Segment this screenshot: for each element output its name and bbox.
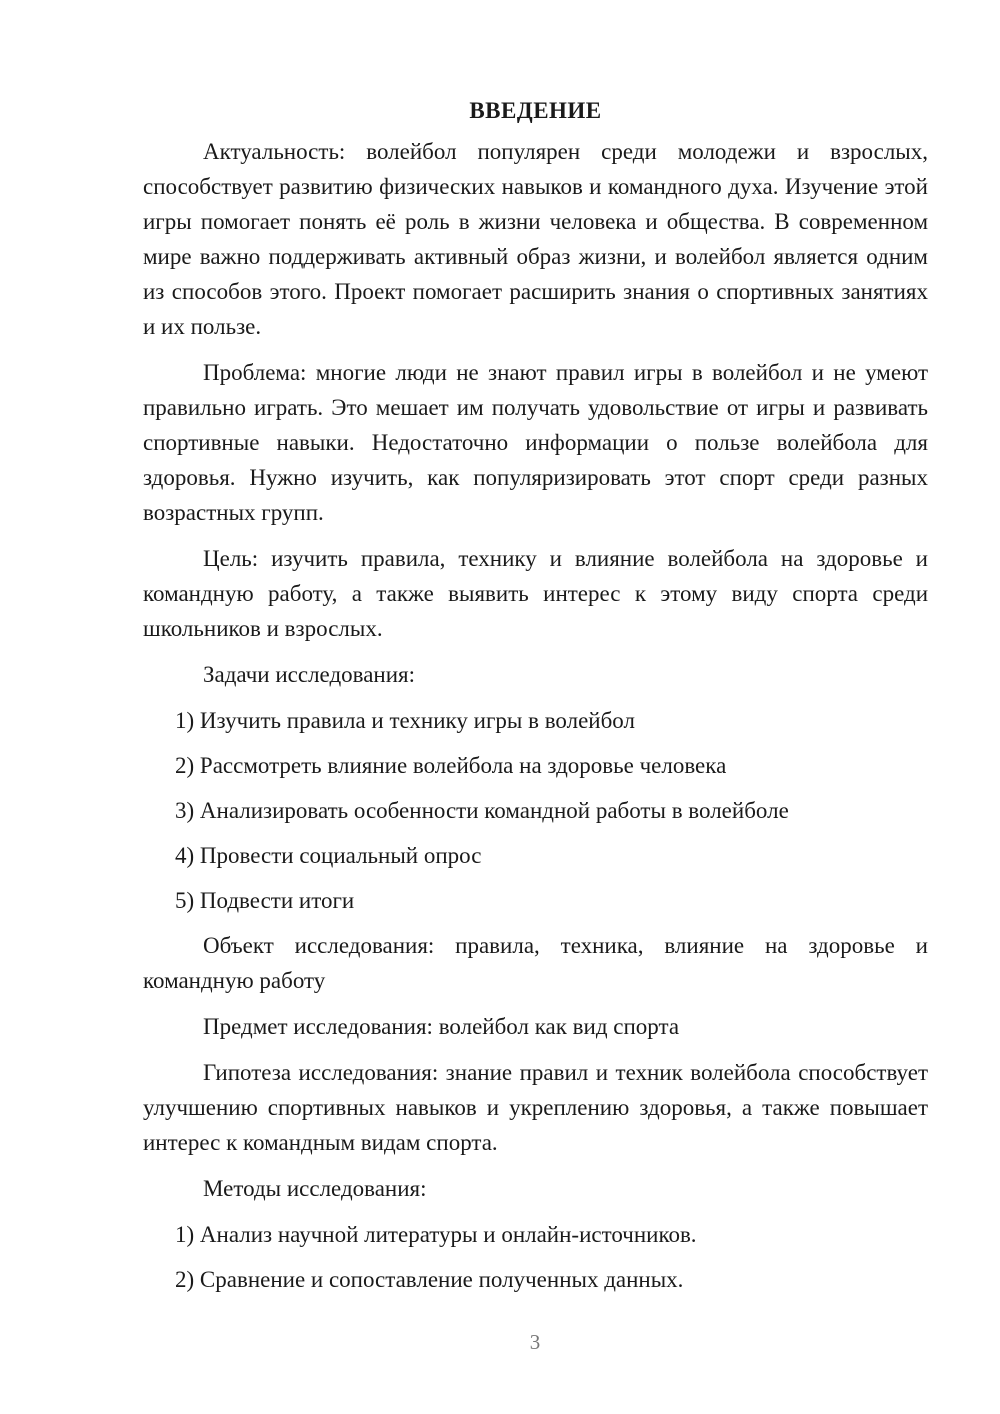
list-item: 2) Сравнение и сопоставление полученных данных. bbox=[175, 1267, 684, 1292]
list-item: 4) Провести социальный опрос bbox=[175, 843, 482, 868]
page-title: ВВЕДЕНИЕ bbox=[469, 98, 602, 123]
object-paragraph: Объект исследования: правила, техника, влияние на здоровье и командную работу bbox=[143, 933, 928, 993]
tasks-list bbox=[143, 703, 928, 918]
subject-paragraph: Предмет исследования: волейбол как вид спорта bbox=[203, 1014, 680, 1039]
list-item: 5) Подвести итоги bbox=[175, 888, 355, 913]
goal-paragraph: Цель: изучить правила, технику и влияние волейбола на здоровье и командную работу, а также выявить интерес к этому виду спорта среди школьников и взрослых. bbox=[143, 546, 928, 641]
methods-heading: Методы исследования: bbox=[203, 1176, 427, 1201]
hypothesis-paragraph: Гипотеза исследования: знание правил и техник волейбола способствует улучшению спортивных навыков и укреплению здоровья, а также повышает интерес к командным видам спорта. bbox=[143, 1060, 928, 1155]
problem-paragraph: Проблема: многие люди не знают правил игры в волейбол и не умеют правильно играть. Это мешает им получать удовольствие от игры и развивать спортивные навыки. Недостаточно информации о пользе волейбола для здоровья. Нужно изучить, как популяризировать этот спорт среди разных возрастных групп. bbox=[143, 360, 928, 525]
list-item: 1) Анализ научной литературы и онлайн-источников. bbox=[175, 1222, 697, 1247]
relevance-paragraph: Актуальность: волейбол популярен среди молодежи и взрослых, способствует развитию физических навыков и командного духа. Изучение этой игры помогает понять её роль в жизни человека и общества. В современном мире важно поддерживать активный образ жизни, и волейбол является одним из способов этого. Проект помогает расширить знания о спортивных занятиях и их пользе. bbox=[143, 139, 928, 339]
page-number: 3 bbox=[529, 1330, 541, 1354]
methods-list bbox=[143, 1217, 928, 1297]
page-content bbox=[143, 93, 928, 1307]
list-item: 2) Рассмотреть влияние волейбола на здоровье человека bbox=[175, 753, 727, 778]
tasks-heading: Задачи исследования: bbox=[203, 662, 416, 687]
list-item: 1) Изучить правила и технику игры в волейбол bbox=[175, 708, 635, 733]
list-item: 3) Анализировать особенности командной работы в волейболе bbox=[175, 798, 789, 823]
